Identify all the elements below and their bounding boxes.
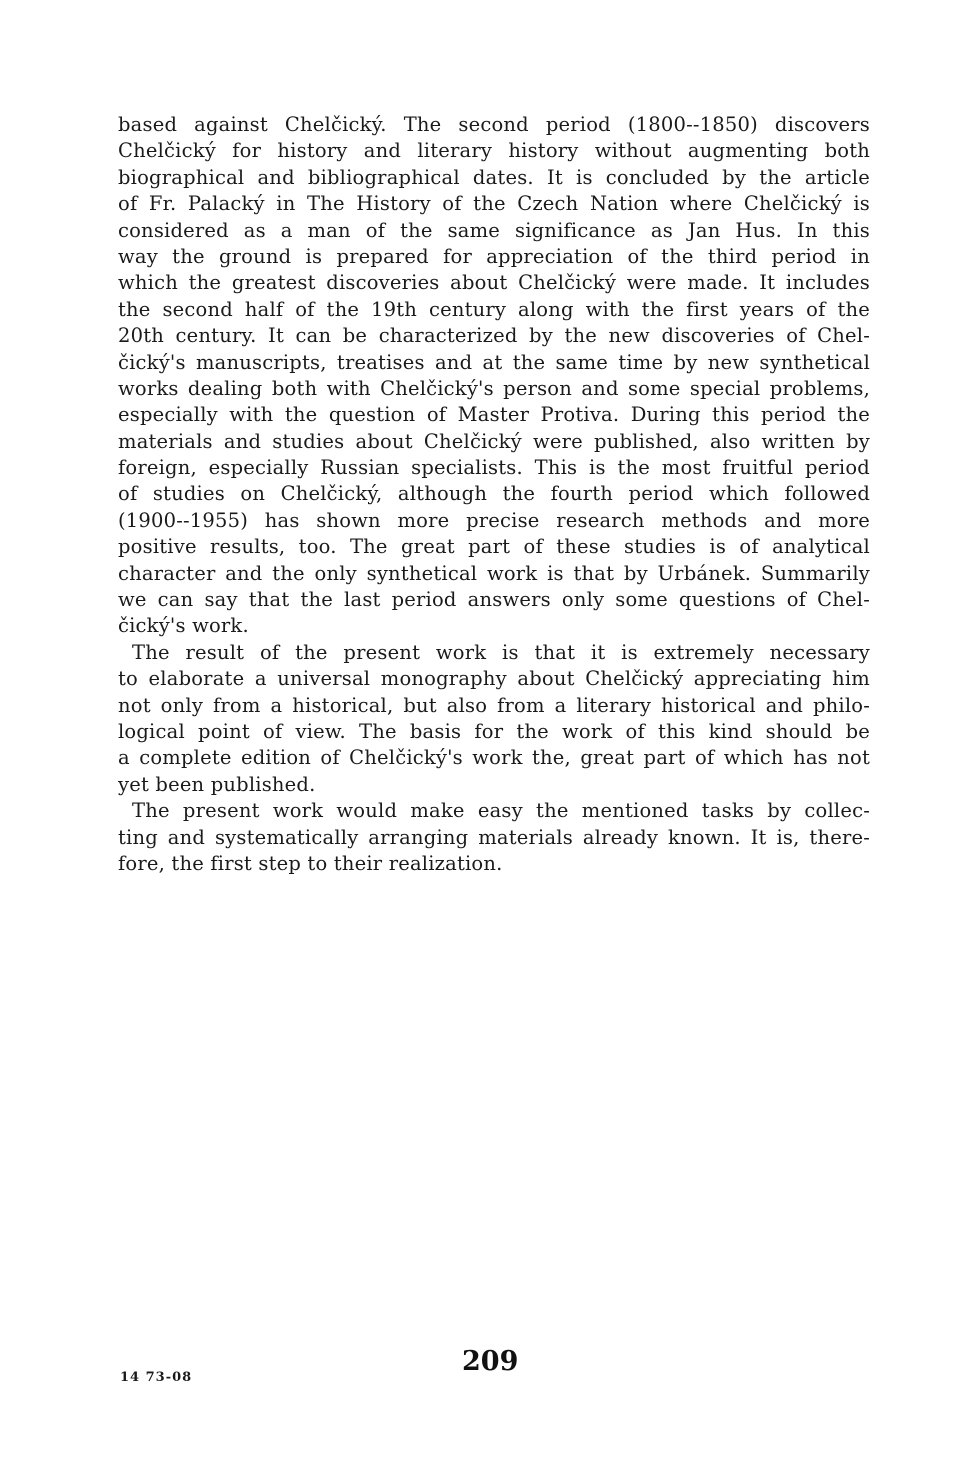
text-line: a complete edition of Chelčický's work the, great part of which has not — [118, 746, 870, 770]
text-line: čický's work. — [118, 614, 249, 638]
text-line: considered as a man of the same significance as Jan Hus. In this — [118, 218, 870, 242]
text-line: works dealing both with Chelčický's person and some special problems, — [118, 376, 870, 400]
text-line: we can say that the last period answers only some questions of Chel- — [118, 588, 870, 612]
text-line: Chelčický for history and literary history without augmenting both — [118, 139, 870, 163]
text-line: of Fr. Palacký in The History of the Czech Nation where Chelčický is — [118, 192, 870, 216]
text-line: The present work would make easy the mentioned tasks by collec- — [132, 799, 870, 823]
printer-signature-mark: 14 73-08 — [120, 1370, 193, 1385]
text-line: to elaborate a universal monography about Chelčický appreciating him — [118, 667, 870, 691]
page-number: 209 — [462, 1346, 519, 1377]
text-line: ting and systematically arranging materials already known. It is, there- — [118, 825, 870, 849]
text-line: character and the only synthetical work is that by Urbánek. Summarily — [118, 561, 870, 585]
text-line: (1900--1955) has shown more precise research methods and more — [118, 508, 870, 532]
text-line: foreign, especially Russian specialists. This is the most fruitful period — [118, 456, 870, 480]
text-line: yet been published. — [118, 772, 316, 796]
text-line: not only from a historical, but also from a literary historical and philo- — [118, 693, 870, 717]
text-line: of studies on Chelčický, although the fourth period which followed — [118, 482, 870, 506]
text-line: especially with the question of Master Protiva. During this period the — [118, 403, 870, 427]
text-line: positive results, too. The great part of these studies is of analytical — [118, 535, 870, 559]
text-line: way the ground is prepared for appreciation of the third period in — [118, 244, 870, 268]
paragraph — [118, 112, 870, 640]
text-line: The result of the present work is that it is extremely necessary — [132, 640, 870, 664]
paragraph — [118, 798, 870, 877]
body-text — [118, 112, 870, 877]
text-line: based against Chelčický. The second period (1800--1850) discovers — [118, 113, 870, 136]
text-line: čický's manuscripts, treatises and at the same time by new synthetical — [118, 350, 870, 374]
text-line: materials and studies about Chelčický were published, also written by — [118, 429, 870, 453]
text-line: biographical and bibliographical dates. It is concluded by the article — [118, 165, 870, 189]
text-line: 20th century. It can be characterized by the new discoveries of Chel- — [118, 324, 870, 348]
paragraph — [118, 640, 870, 798]
text-line: which the greatest discoveries about Chelčický were made. It includes — [118, 271, 870, 295]
text-line: the second half of the 19th century along with the first years of the — [118, 297, 870, 321]
text-line: fore, the first step to their realization. — [118, 851, 503, 875]
text-line: logical point of view. The basis for the work of this kind should be — [118, 719, 870, 743]
